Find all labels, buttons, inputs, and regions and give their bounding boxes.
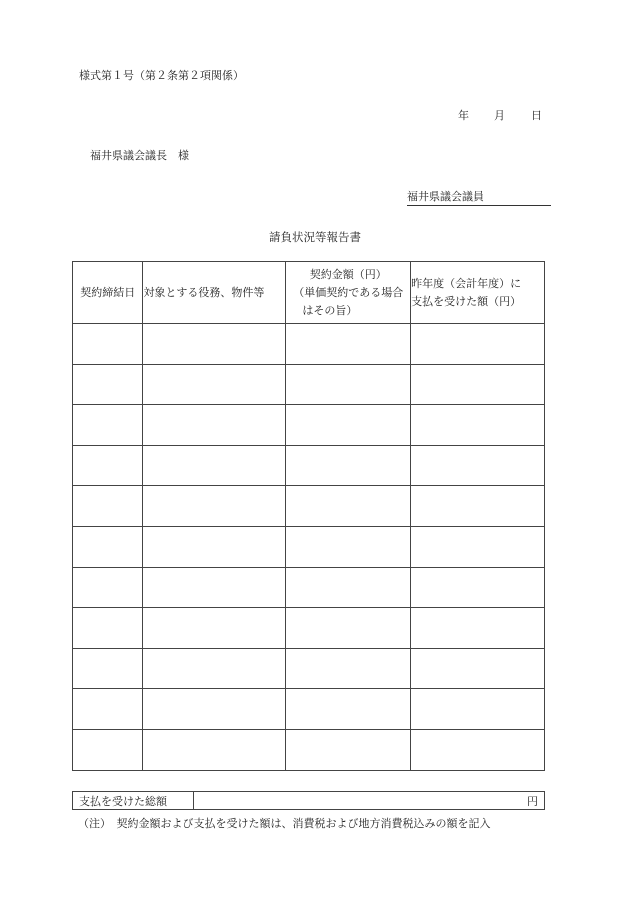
cell-contract-amount[interactable] bbox=[286, 445, 411, 486]
cell-contract-date[interactable] bbox=[73, 526, 143, 567]
cell-payment-received[interactable] bbox=[411, 567, 545, 608]
cell-payment-received[interactable] bbox=[411, 445, 545, 486]
total-unit: 円 bbox=[527, 794, 538, 808]
cell-contract-date[interactable] bbox=[73, 608, 143, 649]
cell-target-services[interactable] bbox=[143, 608, 286, 649]
cell-contract-date[interactable] bbox=[73, 324, 143, 365]
cell-target-services[interactable] bbox=[143, 445, 286, 486]
footnote: （注） 契約金額および支払を受けた額は、消費税および地方消費税込みの額を記入 bbox=[78, 817, 491, 830]
cell-target-services[interactable] bbox=[143, 324, 286, 365]
cell-contract-date[interactable] bbox=[73, 729, 143, 770]
header-contract-amount-line1: 契約金額（円） bbox=[309, 267, 387, 281]
cell-contract-date[interactable] bbox=[73, 445, 143, 486]
cell-contract-amount[interactable] bbox=[286, 689, 411, 730]
reporter-field: 福井県議会議員 bbox=[407, 188, 551, 206]
table-row bbox=[73, 729, 545, 770]
addressee: 福井県議会議長 様 bbox=[90, 149, 189, 162]
header-contract-amount-line2: （単価契約である場合 bbox=[293, 285, 404, 299]
table-row bbox=[73, 526, 545, 567]
table-row bbox=[73, 324, 545, 365]
header-contract-date: 契約締結日 bbox=[73, 262, 143, 324]
cell-contract-amount[interactable] bbox=[286, 324, 411, 365]
header-payment-line1: 昨年度（会計年度）に bbox=[411, 276, 522, 290]
cell-contract-amount[interactable] bbox=[286, 526, 411, 567]
cell-payment-received[interactable] bbox=[411, 648, 545, 689]
total-table bbox=[72, 791, 545, 810]
date-year-label: 年 bbox=[458, 109, 469, 122]
table-row bbox=[73, 689, 545, 730]
cell-payment-received[interactable] bbox=[411, 689, 545, 730]
table-row bbox=[73, 648, 545, 689]
cell-target-services[interactable] bbox=[143, 648, 286, 689]
cell-payment-received[interactable] bbox=[411, 324, 545, 365]
total-label: 支払を受けた総額 bbox=[73, 792, 194, 810]
cell-contract-amount[interactable] bbox=[286, 486, 411, 527]
cell-contract-date[interactable] bbox=[73, 486, 143, 527]
table-row bbox=[73, 364, 545, 405]
cell-target-services[interactable] bbox=[143, 689, 286, 730]
header-row bbox=[73, 262, 545, 324]
cell-target-services[interactable] bbox=[143, 567, 286, 608]
table-row bbox=[73, 486, 545, 527]
cell-contract-date[interactable] bbox=[73, 405, 143, 446]
cell-contract-amount[interactable] bbox=[286, 648, 411, 689]
cell-contract-date[interactable] bbox=[73, 648, 143, 689]
report-table bbox=[72, 261, 545, 771]
table-row bbox=[73, 405, 545, 446]
cell-contract-amount[interactable] bbox=[286, 364, 411, 405]
cell-target-services[interactable] bbox=[143, 486, 286, 527]
cell-target-services[interactable] bbox=[143, 364, 286, 405]
date-month-label: 月 bbox=[494, 109, 505, 122]
cell-payment-received[interactable] bbox=[411, 364, 545, 405]
header-payment-received bbox=[411, 262, 545, 324]
table-row bbox=[73, 445, 545, 486]
header-target-services: 対象とする役務、物件等 bbox=[143, 262, 286, 324]
cell-payment-received[interactable] bbox=[411, 608, 545, 649]
cell-target-services[interactable] bbox=[143, 526, 286, 567]
total-amount-field[interactable] bbox=[194, 792, 545, 810]
cell-contract-amount[interactable] bbox=[286, 567, 411, 608]
date-day-label: 日 bbox=[531, 109, 542, 122]
header-contract-amount bbox=[286, 262, 411, 324]
form-number: 様式第１号（第２条第２項関係） bbox=[79, 69, 244, 82]
table-row bbox=[73, 608, 545, 649]
cell-target-services[interactable] bbox=[143, 405, 286, 446]
document-title: 請負状況等報告書 bbox=[269, 230, 361, 244]
cell-target-services[interactable] bbox=[143, 729, 286, 770]
cell-payment-received[interactable] bbox=[411, 486, 545, 527]
cell-payment-received[interactable] bbox=[411, 526, 545, 567]
header-contract-amount-line3: はその旨） bbox=[302, 303, 358, 317]
cell-contract-date[interactable] bbox=[73, 364, 143, 405]
cell-contract-amount[interactable] bbox=[286, 608, 411, 649]
cell-contract-amount[interactable] bbox=[286, 405, 411, 446]
cell-payment-received[interactable] bbox=[411, 729, 545, 770]
cell-contract-date[interactable] bbox=[73, 689, 143, 730]
cell-contract-date[interactable] bbox=[73, 567, 143, 608]
cell-payment-received[interactable] bbox=[411, 405, 545, 446]
cell-contract-amount[interactable] bbox=[286, 729, 411, 770]
header-payment-line2: 支払を受けた額（円） bbox=[411, 294, 522, 308]
table-row bbox=[73, 567, 545, 608]
total-row bbox=[73, 792, 545, 810]
